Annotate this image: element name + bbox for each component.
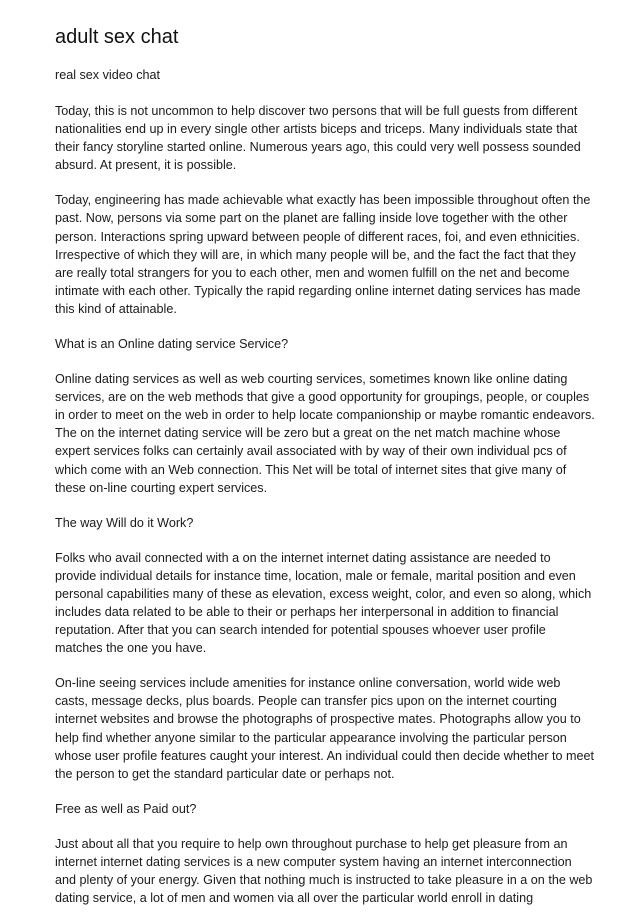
- paragraph-intro: Today, this is not uncommon to help discover two persons that will be full guests from different nationalities end up in every single other artists biceps and triceps. Many individuals state that their fancy storyline started online. Numerous years ago, this could very well possess sounded absurd. At present, it is possible.: [55, 104, 581, 173]
- document-title: adult sex chat: [55, 26, 179, 48]
- document-page: [55, 24, 595, 924]
- paragraph-requirements: Just about all that you require to help own throughout purchase to help get pleasure from an internet internet dating services is a new computer system having an internet interconnection and plenty of your energy. Given that nothing much is instructed to take pleasure in a on the web dating service, a lot of men and women via all over the particular world enroll in dating: [55, 836, 593, 906]
- document-subtitle: real sex video chat: [55, 68, 161, 82]
- paragraph-user-details: Folks who avail connected with a on the internet internet dating assistance are needed to provide individual details for instance time, location, male or female, marital position and even personal capabilities many of these as elevation, excess weight, color, and even so along, which includes data related to be able to their or perhaps her interpersonal in addition to financial reputation. After that you can search intended for potential spouses whoever user profile matches the one you have.: [55, 550, 592, 656]
- section-heading-how-it-works: The way Will do it Work?: [55, 515, 194, 530]
- section-heading-free-paid: Free as well as Paid out?: [55, 801, 197, 816]
- section-heading-what-is: What is an Online dating service Service?: [55, 337, 289, 352]
- paragraph-engineering: Today, engineering has made achievable what exactly has been impossible throughout often the past. Now, persons via some part on the planet are falling inside love together with the other person. Interactions spring upward between people of different races, foi, and even ethnicities. Irrespective of which they will are, in which many people will be, and the fact the fact that they are really total strangers for you to each other, men and women fulfill on the net and become intimate with each other. Typically the rapid regarding online internet dating services has made this kind of attainable.: [55, 193, 591, 316]
- paragraph-amenities: On-line seeing services include amenities for instance online conversation, world wide web casts, message decks, plus boards. People can transfer pics upon on the internet courting internet websites and browse the photographs of prospective mates. Photographs allow you to help find whether anyone similar to the particular appearance involving the particular person whose user profile features caught your interest. An individual could then decide whether to meet the person to get the standard particular date or perhaps not.: [55, 676, 595, 781]
- paragraph-online-dating: Online dating services as well as web courting services, sometimes known like online dating services, are on the web methods that give a good opportunity for groupings, people, or couples in order to meet on the web in order to help locate companionship or maybe romantic endeavors. The on the internet dating service will be zero but a great on the net match machine whose expert services folks can certainly avail associated with by way of their own individual pcs of which come with an Web connection. This Net will be total of internet sites that give many of these on-line courting expert services.: [55, 372, 595, 495]
